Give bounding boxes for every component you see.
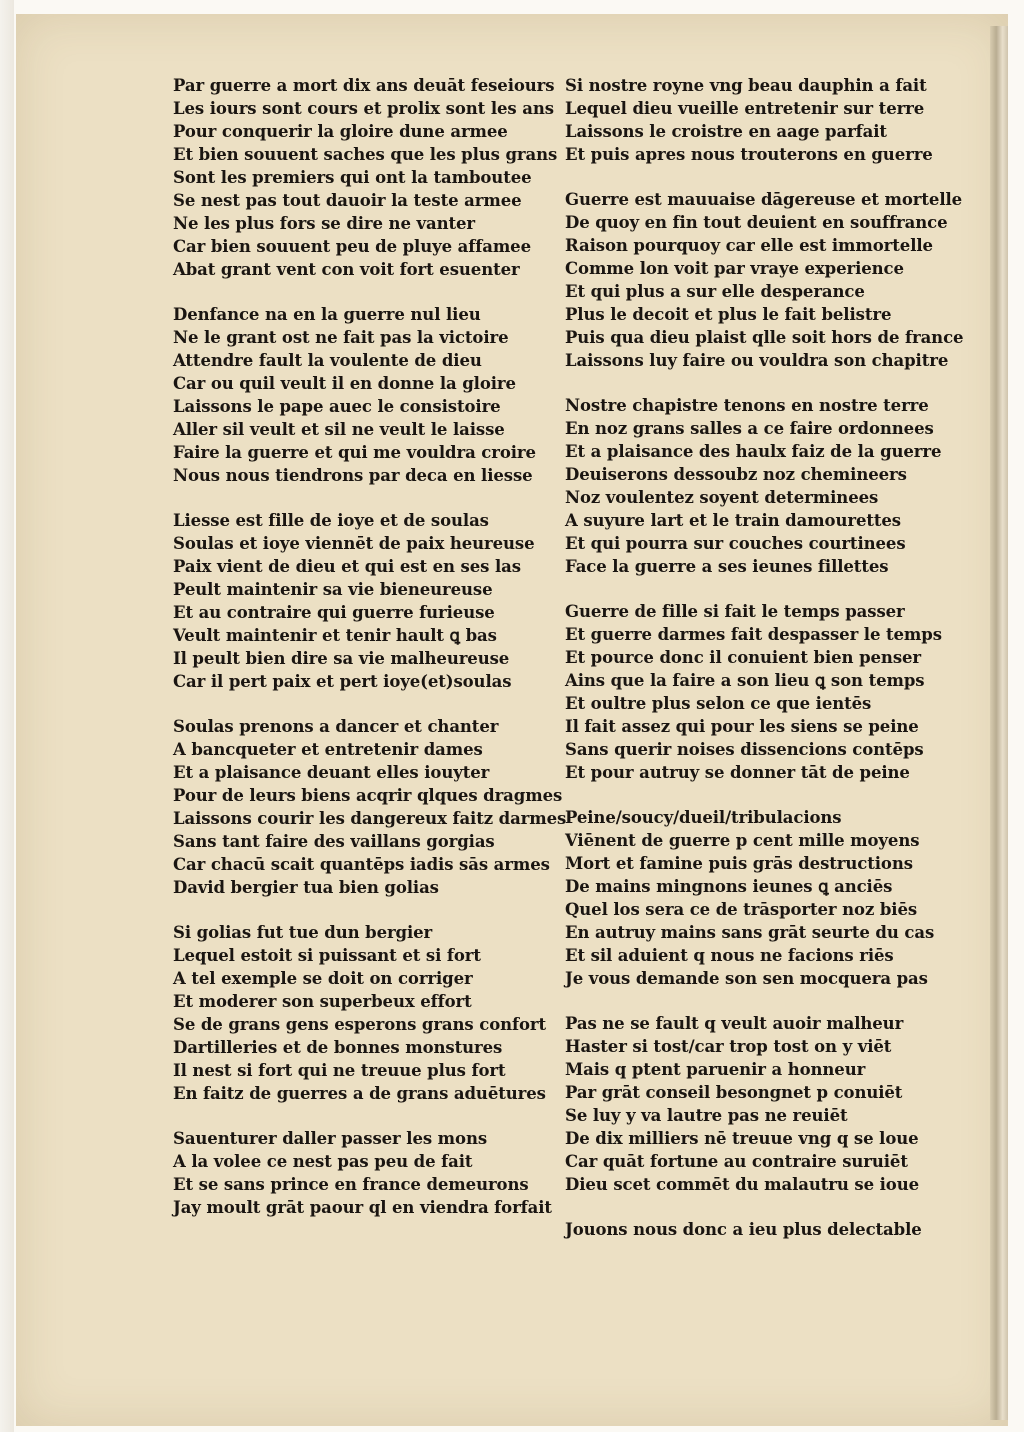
verse-line: Mais q ptent paruenir a honneur bbox=[565, 1060, 866, 1079]
verse-line: Il fait assez qui pour les siens se peine bbox=[565, 717, 919, 736]
stanza bbox=[565, 1218, 965, 1241]
verse-line: En faitz de guerres a de grans aduētures bbox=[173, 1084, 546, 1103]
verse-line: Il peult bien dire sa vie malheureuse bbox=[173, 649, 510, 668]
verse-line: Laissons le pape auec le consistoire bbox=[173, 397, 501, 416]
verse-line: Faire la guerre et qui me vouldra croire bbox=[173, 443, 536, 462]
stanza bbox=[173, 921, 573, 1105]
verse-line: Deuiserons dessoubz noz chemineers bbox=[565, 465, 907, 484]
verse-line: Par guerre a mort dix ans deuāt feseiours bbox=[173, 76, 555, 95]
stanza bbox=[173, 1127, 573, 1219]
verse-line: En autruy mains sans grāt seurte du cas bbox=[565, 923, 935, 942]
verse-line: Plus le decoit et plus le fait belistre bbox=[565, 305, 892, 324]
verse-line: Et pour autruy se donner tāt de peine bbox=[565, 763, 910, 782]
verse-line: Guerre est mauuaise dāgereuse et mortelle bbox=[565, 190, 963, 209]
verse-line: Soulas prenons a dancer et chanter bbox=[173, 717, 499, 736]
verse-line: Et moderer son superbeux effort bbox=[173, 992, 472, 1011]
verse-line: Abat grant vent con voit fort esuenter bbox=[173, 260, 520, 279]
verse-line: A bancqueter et entretenir dames bbox=[173, 740, 483, 759]
verse-line: A suyure lart et le train damourettes bbox=[565, 511, 901, 530]
verse-line: Veult maintenir et tenir hault ꝗ bas bbox=[173, 626, 497, 645]
background-strip bbox=[0, 0, 14, 1432]
stanza bbox=[173, 509, 573, 693]
verse-line: Se nest pas tout dauoir la teste armee bbox=[173, 191, 522, 210]
verse-line: Lequel dieu vueille entretenir sur terre bbox=[565, 99, 925, 118]
verse-line: De quoy en fin tout deuient en souffrance bbox=[565, 213, 948, 232]
verse-line: Nous nous tiendrons par deca en liesse bbox=[173, 466, 533, 485]
verse-line: Dartilleries et de bonnes monstures bbox=[173, 1038, 503, 1057]
verse-line: Et a plaisance deuant elles iouyter bbox=[173, 763, 490, 782]
verse-line: De dix milliers nē treuue vng q se loue bbox=[565, 1129, 919, 1148]
verse-line: Lequel estoit si puissant et si fort bbox=[173, 946, 481, 965]
verse-line: Mort et famine puis grās destructions bbox=[565, 854, 913, 873]
stanza bbox=[173, 74, 573, 281]
stanza bbox=[565, 188, 965, 372]
verse-line: Et au contraire qui guerre furieuse bbox=[173, 603, 495, 622]
verse-line: Car il pert paix et pert ioye(et)soulas bbox=[173, 672, 512, 691]
verse-line: A tel exemple se doit on corriger bbox=[173, 969, 473, 988]
verse-line: De mains mingnons ieunes ꝗ anciēs bbox=[565, 877, 893, 896]
verse-line: Denfance na en la guerre nul lieu bbox=[173, 305, 481, 324]
verse-line: Soulas et ioye viennēt de paix heureuse bbox=[173, 534, 535, 553]
verse-line: Laissons luy faire ou vouldra son chapitre bbox=[565, 351, 949, 370]
verse-line: Laissons le croistre en aage parfait bbox=[565, 122, 887, 141]
stanza bbox=[565, 394, 965, 578]
verse-line: Car quāt fortune au contraire suruiēt bbox=[565, 1152, 908, 1171]
verse-line: Guerre de fille si fait le temps passer bbox=[565, 602, 905, 621]
verse-line: Ne les plus fors se dire ne vanter bbox=[173, 214, 475, 233]
verse-line: Car chacū scait quantēps iadis sās armes bbox=[173, 855, 550, 874]
verse-line: Ains que la faire a son lieu ꝗ son temps bbox=[565, 671, 925, 690]
verse-line: David bergier tua bien golias bbox=[173, 878, 439, 897]
verse-line: Attendre fault la voulente de dieu bbox=[173, 351, 482, 370]
verse-line: Car ou quil veult il en donne la gloire bbox=[173, 374, 516, 393]
verse-line: Et bien souuent saches que les plus grans bbox=[173, 145, 558, 164]
verse-line: Dieu scet commēt du malautru se ioue bbox=[565, 1175, 919, 1194]
verse-line: Si nostre royne vng beau dauphin a fait bbox=[565, 76, 927, 95]
verse-line: Pour de leurs biens acqrir qlques dragmes bbox=[173, 786, 563, 805]
verse-line: Nostre chapistre tenons en nostre terre bbox=[565, 396, 929, 415]
verse-line: Aller sil veult et sil ne veult le laisse bbox=[173, 420, 505, 439]
verse-line: Peult maintenir sa vie bieneureuse bbox=[173, 580, 493, 599]
stanza bbox=[565, 806, 965, 990]
right-column bbox=[565, 74, 965, 1263]
verse-line: Et guerre darmes fait despasser le temps bbox=[565, 625, 942, 644]
verse-line: Jay moult grāt paour ql en viendra forfait bbox=[173, 1198, 552, 1217]
verse-line: Se luy y va lautre pas ne reuiēt bbox=[565, 1106, 848, 1125]
verse-line: Puis qua dieu plaist qlle soit hors de france bbox=[565, 328, 964, 347]
verse-line: Sans querir noises dissencions contēps bbox=[565, 740, 924, 759]
verse-line: Il nest si fort qui ne treuue plus fort bbox=[173, 1061, 506, 1080]
verse-line: Si golias fut tue dun bergier bbox=[173, 923, 433, 942]
stanza bbox=[173, 303, 573, 487]
verse-line: Sans tant faire des vaillans gorgias bbox=[173, 832, 495, 851]
verse-line: Et se sans prince en france demeurons bbox=[173, 1175, 529, 1194]
verse-line: Face la guerre a ses ieunes fillettes bbox=[565, 557, 889, 576]
verse-line: Se de grans gens esperons grans confort bbox=[173, 1015, 547, 1034]
verse-line: Sont les premiers qui ont la tamboutee bbox=[173, 168, 532, 187]
verse-line: Pas ne se fault q veult auoir malheur bbox=[565, 1014, 904, 1033]
stanza bbox=[173, 715, 573, 899]
stanza bbox=[565, 600, 965, 784]
verse-line: Paix vient de dieu et qui est en ses las bbox=[173, 557, 521, 576]
verse-line: Et puis apres nous trouterons en guerre bbox=[565, 145, 933, 164]
page-edge bbox=[990, 26, 1008, 1420]
verse-line: Les iours sont cours et prolix sont les ans bbox=[173, 99, 554, 118]
verse-line: Et sil aduient q nous ne facions riēs bbox=[565, 946, 894, 965]
verse-line: Raison pourquoy car elle est immortelle bbox=[565, 236, 933, 255]
verse-line: Sauenturer daller passer les mons bbox=[173, 1129, 488, 1148]
verse-line: Comme lon voit par vraye experience bbox=[565, 259, 904, 278]
verse-line: Noz voulentez soyent determinees bbox=[565, 488, 879, 507]
verse-line: Peine/soucy/dueil/tribulacions bbox=[565, 808, 842, 827]
verse-line: Et qui plus a sur elle desperance bbox=[565, 282, 865, 301]
stanza bbox=[565, 1012, 965, 1196]
verse-line: Laissons courir les dangereux faitz darmes bbox=[173, 809, 567, 828]
verse-line: En noz grans salles a ce faire ordonnees bbox=[565, 419, 934, 438]
verse-line: Jouons nous donc a ieu plus delectable bbox=[565, 1220, 922, 1239]
verse-line: Par grāt conseil besongnet p conuiēt bbox=[565, 1083, 903, 1102]
verse-line: Quel los sera ce de trāsporter noz biēs bbox=[565, 900, 918, 919]
verse-line: Et oultre plus selon ce que ientēs bbox=[565, 694, 872, 713]
verse-line: Et qui pourra sur couches courtinees bbox=[565, 534, 906, 553]
verse-line: Liesse est fille de ioye et de soulas bbox=[173, 511, 489, 530]
verse-line: Viēnent de guerre p cent mille moyens bbox=[565, 831, 920, 850]
verse-line: Pour conquerir la gloire dune armee bbox=[173, 122, 508, 141]
verse-line: Et pource donc il conuient bien penser bbox=[565, 648, 922, 667]
verse-line: Haster si tost/car trop tost on y viēt bbox=[565, 1037, 892, 1056]
verse-line: Je vous demande son sen mocquera pas bbox=[565, 969, 928, 988]
verse-line: Ne le grant ost ne fait pas la victoire bbox=[173, 328, 509, 347]
verse-line: Car bien souuent peu de pluye affamee bbox=[173, 237, 531, 256]
verse-line: A la volee ce nest pas peu de fait bbox=[173, 1152, 473, 1171]
left-column bbox=[173, 74, 573, 1241]
stanza bbox=[565, 74, 965, 166]
verse-line: Et a plaisance des haulx faiz de la guerre bbox=[565, 442, 942, 461]
